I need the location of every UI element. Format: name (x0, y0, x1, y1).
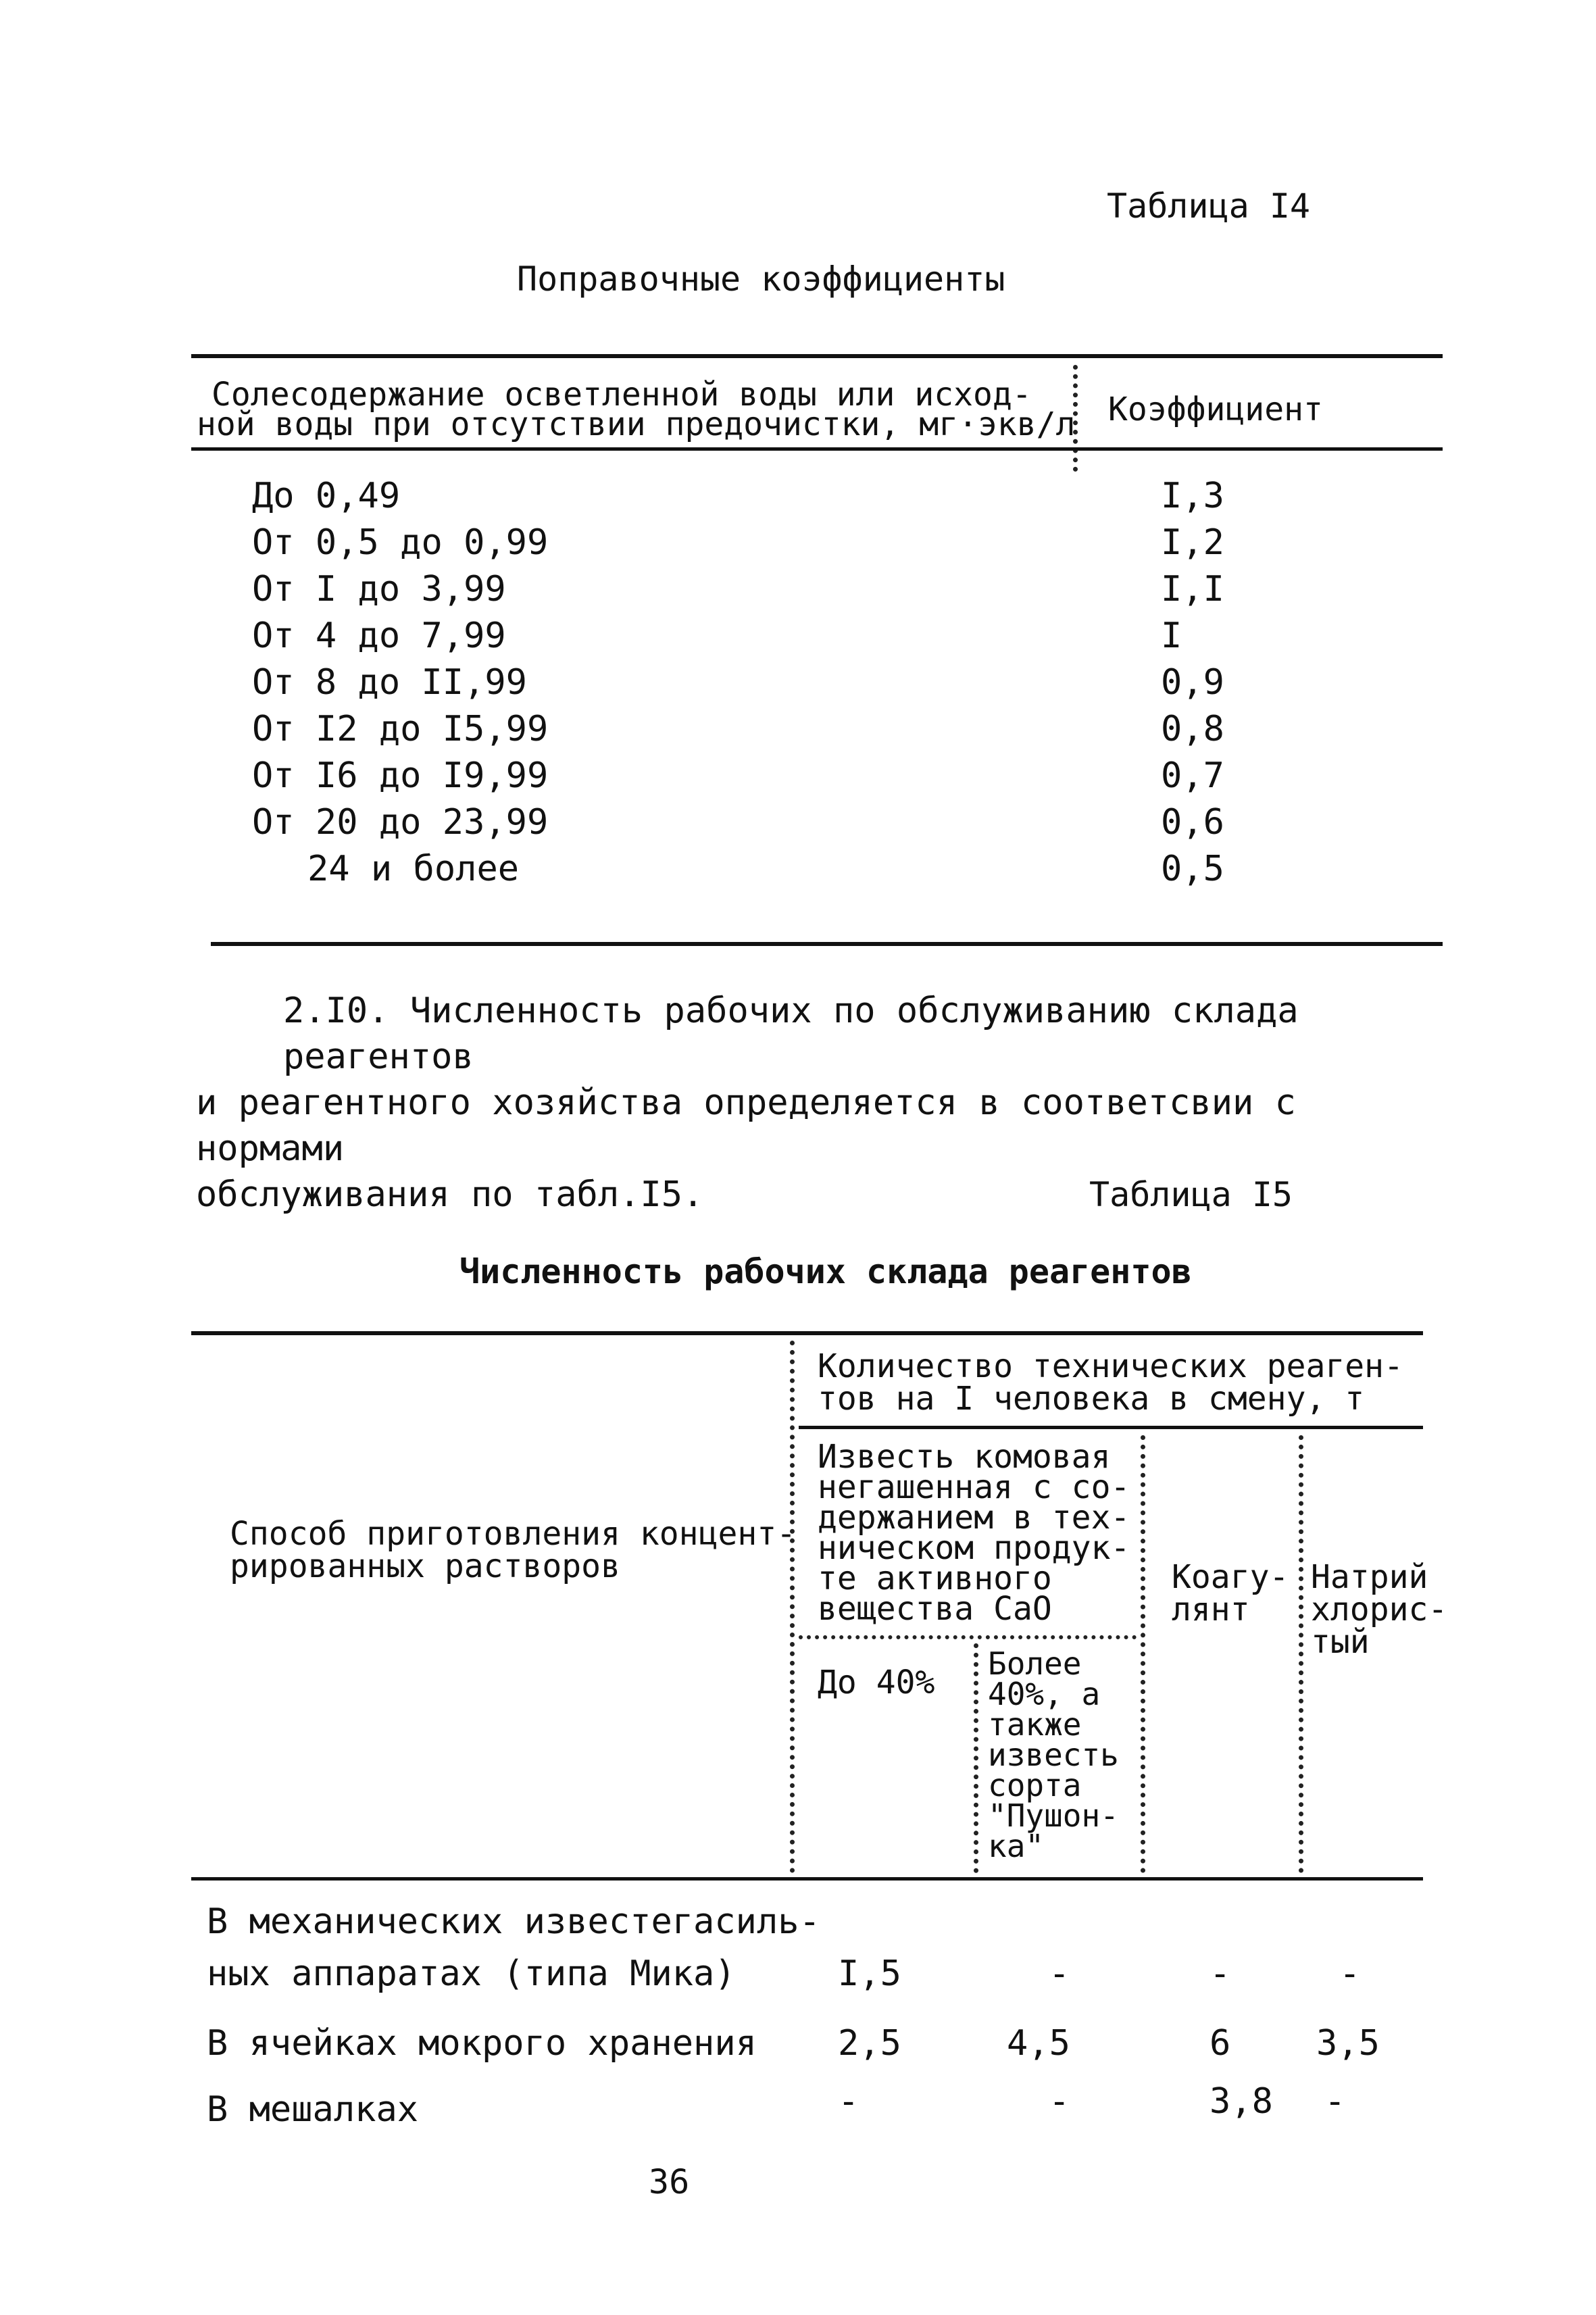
table14-header-col2: Коэффициент (1108, 391, 1323, 428)
table14-row-range: От 20 до 23,99 (252, 802, 549, 843)
table15-header-rule (191, 1877, 1423, 1881)
table15-header-sodium-line1: Натрий (1311, 1558, 1428, 1596)
table15-header-coagulant-line2: лянт (1172, 1591, 1250, 1628)
table15-row-method: ных аппаратах (типа Мика) (207, 1953, 736, 1994)
table14-row-range: От 0,5 до 0,99 (252, 522, 549, 563)
table15-row-over40: - (1049, 1953, 1070, 1994)
table15-row-upto40: - (838, 2081, 859, 2122)
table15-header-over40-line: также (988, 1706, 1082, 1743)
table15-header-sodium-line3: тый (1311, 1623, 1370, 1661)
table15-lime-subrule (799, 1635, 1137, 1639)
table14-row-range: От I2 до I5,99 (252, 709, 549, 749)
page-number: 36 (649, 2162, 690, 2201)
table15-title: Численность рабочих склада реагентов (459, 1252, 1192, 1291)
table14-row-range: От I до 3,99 (252, 569, 506, 609)
table14-header-rule (191, 447, 1443, 451)
table15-row-upto40: I,5 (838, 1953, 901, 1994)
table15-separator-lime (1141, 1435, 1145, 1873)
table14-number: Таблица I4 (1107, 186, 1311, 226)
table14-title: Поправочные коэффициенты (517, 259, 1005, 299)
table15-header-over40-line: 40%, а (988, 1676, 1101, 1712)
table15-separator-coagulant (1299, 1435, 1303, 1873)
table14-row-coef: 0,8 (1161, 709, 1224, 749)
table14-row-range: От 8 до II,99 (252, 662, 527, 703)
table15-row-sodium: - (1324, 2081, 1346, 2122)
table15-header-lime-line: негашенная с со- (818, 1468, 1130, 1506)
paragraph-line: и реагентного хозяйства определяется в соответсвии с нормами (196, 1082, 1296, 1169)
table15-row-upto40: 2,5 (838, 2023, 901, 2064)
table15-header-over40-line: ка" (988, 1828, 1045, 1864)
table15-number: Таблица I5 (1089, 1175, 1293, 1214)
table14-row-range: 24 и более (307, 849, 520, 889)
table15-header-over40-line: Более (988, 1645, 1082, 1682)
table15-row-sodium: - (1339, 1953, 1361, 1994)
table15-header-coagulant-line1: Коагу- (1172, 1558, 1289, 1596)
table15-header-lime-line: Известь комовая (818, 1438, 1111, 1476)
table14-header-col1-line1: Солесодержание осветленной воды или исход- (211, 376, 1032, 414)
table14-header-col1-line2: ной воды при отсутствии предочистки, мг·экв/л (197, 405, 1076, 443)
table14-row-coef: 0,9 (1161, 662, 1224, 703)
table15-row-coagulant: - (1210, 1953, 1231, 1994)
table15-header-method-line1: Способ приготовления концент- (230, 1515, 797, 1553)
table15-row-coagulant: 3,8 (1210, 2081, 1273, 2122)
paragraph-line: 2.I0. Численность рабочих по обслуживанию склада реагентов (283, 991, 1299, 1077)
table14-row-coef: I (1161, 616, 1182, 656)
table15-header-sodium-line2: хлорис- (1311, 1591, 1448, 1628)
table15-row-coagulant: 6 (1210, 2023, 1231, 2064)
table15-header-over40-line: сорта (988, 1767, 1082, 1803)
table14-row-range: От I6 до I9,99 (252, 755, 549, 796)
table15-separator-method (790, 1341, 795, 1873)
table14-bottom-rule (211, 942, 1443, 946)
table15-header-quantity-line2: тов на I человека в смену, т (818, 1380, 1365, 1418)
table15-top-rule (191, 1331, 1423, 1335)
table14-row-coef: I,I (1161, 569, 1224, 609)
table15-header-method-line2: рированных растворов (230, 1547, 620, 1585)
table15-row-method: В механических известегасиль- (207, 1901, 820, 1942)
table15-row-method: В мешалках (207, 2089, 419, 2130)
table15-quantity-rule (799, 1426, 1423, 1429)
table15-row-method: В ячейках мокрого хранения (207, 2023, 757, 2064)
table15-header-lime-line: вещества CaO (818, 1590, 1052, 1628)
table15-header-quantity-line1: Количество технических реаген- (818, 1347, 1403, 1385)
table15-row-sodium: 3,5 (1316, 2023, 1380, 2064)
table15-header-lime-line: ническом продук- (818, 1529, 1130, 1567)
table14-row-coef: I,3 (1161, 476, 1224, 516)
table14-row-range: От 4 до 7,99 (252, 616, 506, 656)
table15-row-over40: 4,5 (1007, 2023, 1070, 2064)
table15-header-over40-line: известь (988, 1737, 1119, 1773)
table14-header-separator (1073, 365, 1078, 472)
table14-row-coef: I,2 (1161, 522, 1224, 563)
table15-header-upto40: До 40% (818, 1664, 935, 1701)
table14-row-range: До 0,49 (252, 476, 401, 516)
table14-row-coef: 0,7 (1161, 755, 1224, 796)
table15-header-lime-line: те активного (818, 1560, 1052, 1597)
table15-separator-upto40 (974, 1643, 978, 1873)
table15-row-over40: - (1049, 2081, 1070, 2122)
table14-row-coef: 0,6 (1161, 802, 1224, 843)
paragraph-line: обслуживания по табл.I5. (196, 1174, 704, 1215)
table14-row-coef: 0,5 (1161, 849, 1224, 889)
table15-header-over40-line: "Пушон- (988, 1797, 1119, 1834)
table14-top-rule (191, 354, 1443, 358)
table15-header-lime-line: держанием в тех- (818, 1499, 1130, 1537)
